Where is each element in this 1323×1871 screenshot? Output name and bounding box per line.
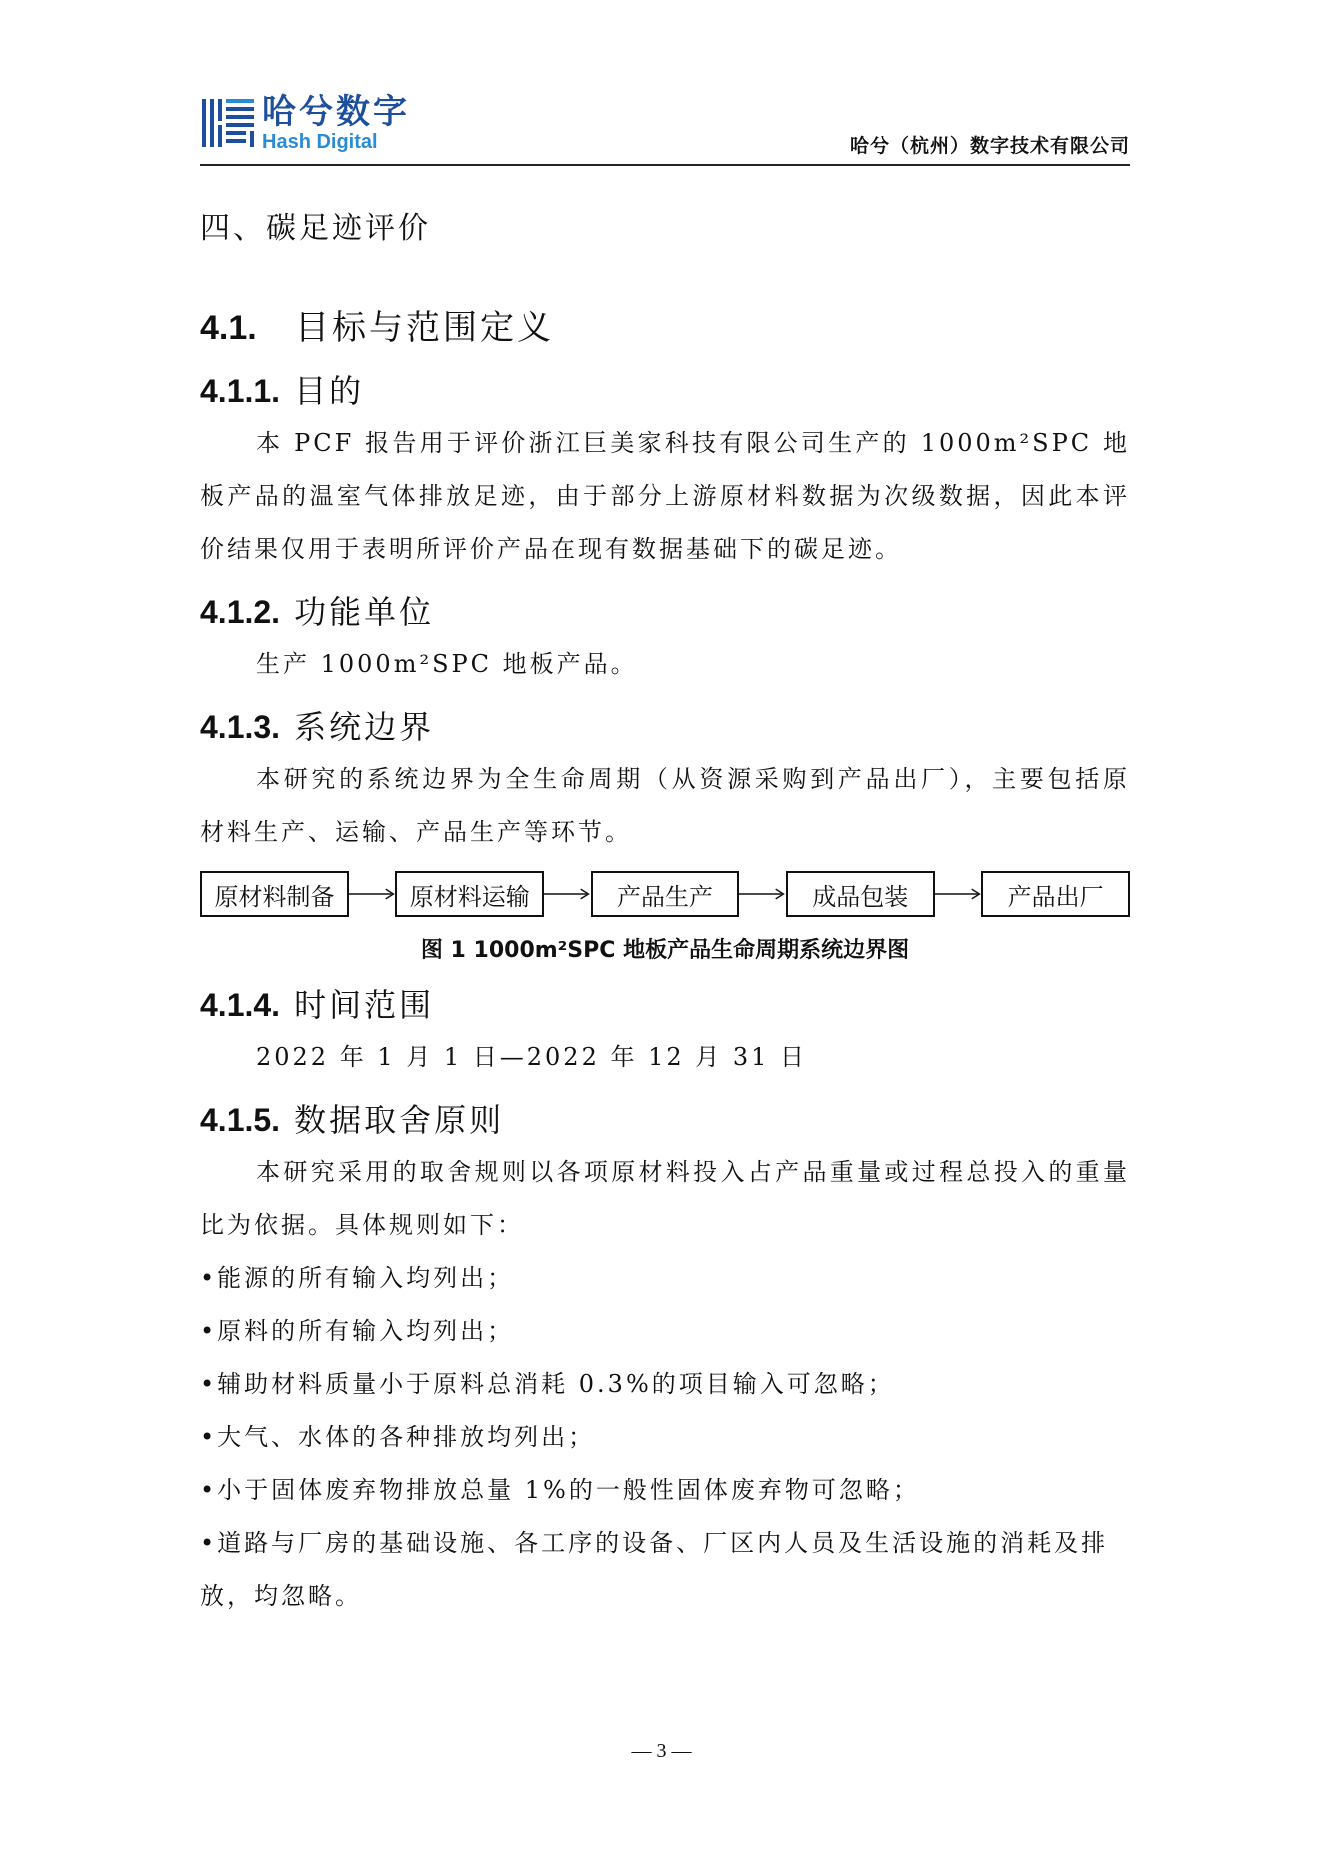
heading-title: 数据取舍原则: [294, 1101, 505, 1139]
system-boundary-paragraph: 本研究的系统边界为全生命周期（从资源采购到产品出厂），主要包括原材料生产、运输、产品生产等环节。: [200, 765, 1130, 846]
heading-4-1-3: [200, 701, 1130, 753]
heading-4-1-5: [200, 1094, 1130, 1146]
heading-4-1-4: [200, 979, 1130, 1031]
section-heading: 四、碳足迹评价: [200, 211, 431, 246]
heading-number: 4.1.3.: [200, 709, 281, 745]
logo-chinese-name: 哈兮数字: [262, 92, 410, 132]
subsection-title: 目标与范围定义: [295, 308, 554, 348]
list-item: •原料的所有输入均列出；: [200, 1317, 515, 1345]
purpose-paragraph: 本 PCF 报告用于评价浙江巨美家科技有限公司生产的 1000m²SPC 地板产品的温室气体排放足迹，由于部分上游原材料数据为次级数据，因此本评价结果仅用于表明所评价产品在现有数据基础下的碳足迹。: [200, 429, 1130, 563]
company-logo: [200, 88, 410, 158]
functional-unit-paragraph: 生产 1000m²SPC 地板产品。: [256, 650, 638, 678]
arrow-right-icon: [349, 887, 395, 901]
arrow-right-icon: [544, 887, 590, 901]
heading-number: 4.1.1.: [200, 373, 281, 409]
logo-english-name: Hash Digital: [262, 131, 378, 153]
heading-title: 系统边界: [294, 708, 435, 746]
heading-number: 4.1.5.: [200, 1102, 281, 1138]
hash-digital-logo-icon: [200, 95, 256, 151]
time-range-paragraph: 2022 年 1 月 1 日—2022 年 12 月 31 日: [256, 1043, 808, 1071]
company-name: 哈兮（杭州）数字技术有限公司: [849, 135, 1130, 157]
list-item: •大气、水体的各种排放均列出；: [200, 1423, 596, 1451]
subsection-heading: [200, 301, 1130, 355]
heading-4-1-2: [200, 586, 1130, 638]
flow-step-packaging: 成品包装: [786, 871, 935, 917]
arrow-right-icon: [935, 887, 981, 901]
list-item: •能源的所有输入均列出；: [200, 1264, 515, 1292]
flow-step-delivery: 产品出厂: [981, 871, 1130, 917]
flow-step-production: 产品生产: [591, 871, 740, 917]
flow-step-raw-material-prep: 原材料制备: [200, 871, 349, 917]
heading-4-1-1: [200, 365, 1130, 417]
arrow-right-icon: [739, 887, 785, 901]
list-item: •小于固体废弃物排放总量 1%的一般性固体废弃物可忽略；: [200, 1476, 920, 1504]
list-item: •辅助材料质量小于原料总消耗 0.3%的项目输入可忽略；: [200, 1370, 895, 1398]
system-boundary-flowchart: [200, 867, 1130, 921]
subsection-number: 4.1.: [200, 309, 257, 347]
page-number: — 3 —: [631, 1740, 692, 1762]
heading-number: 4.1.4.: [200, 987, 281, 1023]
document-body: [200, 180, 1130, 1623]
cutoff-rules-paragraph: 本研究采用的取舍规则以各项原材料投入占产品重量或过程总投入的重量比为依据。具体规则如下：: [200, 1158, 1130, 1239]
figure-caption: 图 1 1000m²SPC 地板产品生命周期系统边界图: [420, 938, 910, 963]
list-item: •道路与厂房的基础设施、各工序的设备、厂区内人员及生活设施的消耗及排放，均忽略。: [200, 1529, 1109, 1610]
page-header: [200, 88, 1130, 166]
heading-title: 目的: [294, 372, 365, 410]
heading-number: 4.1.2.: [200, 594, 281, 630]
heading-title: 时间范围: [294, 986, 435, 1024]
heading-title: 功能单位: [294, 593, 435, 631]
flow-step-raw-material-transport: 原材料运输: [395, 871, 544, 917]
